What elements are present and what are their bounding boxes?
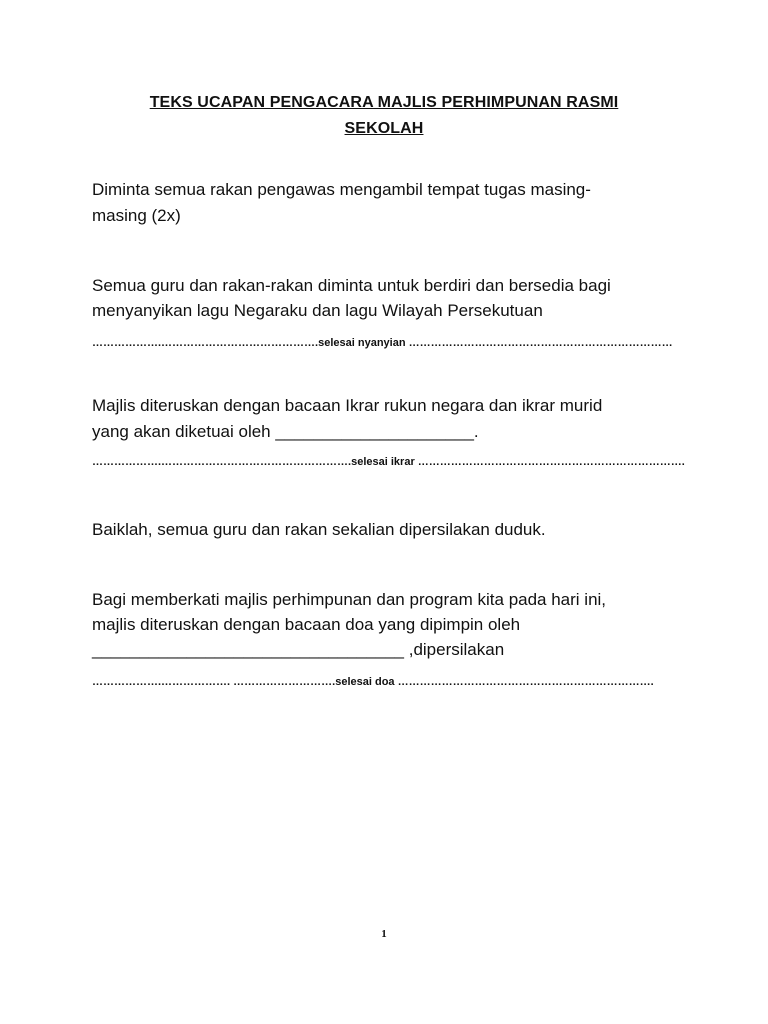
document-title-line-2: SEKOLAH <box>344 120 424 137</box>
paragraph-5-line-3: _________________________________ ,dipersilakan <box>92 640 505 659</box>
paragraph-5-line-2: majlis diteruskan dengan bacaan doa yang dipimpin oleh <box>92 615 521 634</box>
divider-selesai-doa: ……………….………………. ……………………….selesai doa ……………………………………………………………. <box>92 676 654 688</box>
document-title-line-1: TEKS UCAPAN PENGACARA MAJLIS PERHIMPUNAN RASMI <box>149 94 619 111</box>
divider-selesai-nyanyian: ……………….…………………………………….selesai nyanyian ……………………………………………………………… <box>92 337 673 349</box>
page-number: 1 <box>381 928 387 940</box>
paragraph-3-line-1: Majlis diteruskan dengan bacaan Ikrar rukun negara dan ikrar murid <box>92 396 603 415</box>
paragraph-1-line-1: Diminta semua rakan pengawas mengambil tempat tugas masing- <box>92 180 591 199</box>
paragraph-2-line-1: Semua guru dan rakan-rakan diminta untuk berdiri dan bersedia bagi <box>92 276 611 295</box>
divider-selesai-ikrar: ……………….…………………………………………….selesai ikrar ………………………………………………………………. <box>92 456 685 468</box>
paragraph-5-line-1: Bagi memberkati majlis perhimpunan dan program kita pada hari ini, <box>92 590 607 609</box>
paragraph-4-line-1: Baiklah, semua guru dan rakan sekalian dipersilakan duduk. <box>92 520 546 539</box>
paragraph-1-line-2: masing (2x) <box>92 206 181 225</box>
paragraph-3-line-2: yang akan diketuai oleh _____________________. <box>92 422 479 441</box>
paragraph-2-line-2: menyanyikan lagu Negaraku dan lagu Wilayah Persekutuan <box>92 301 543 320</box>
